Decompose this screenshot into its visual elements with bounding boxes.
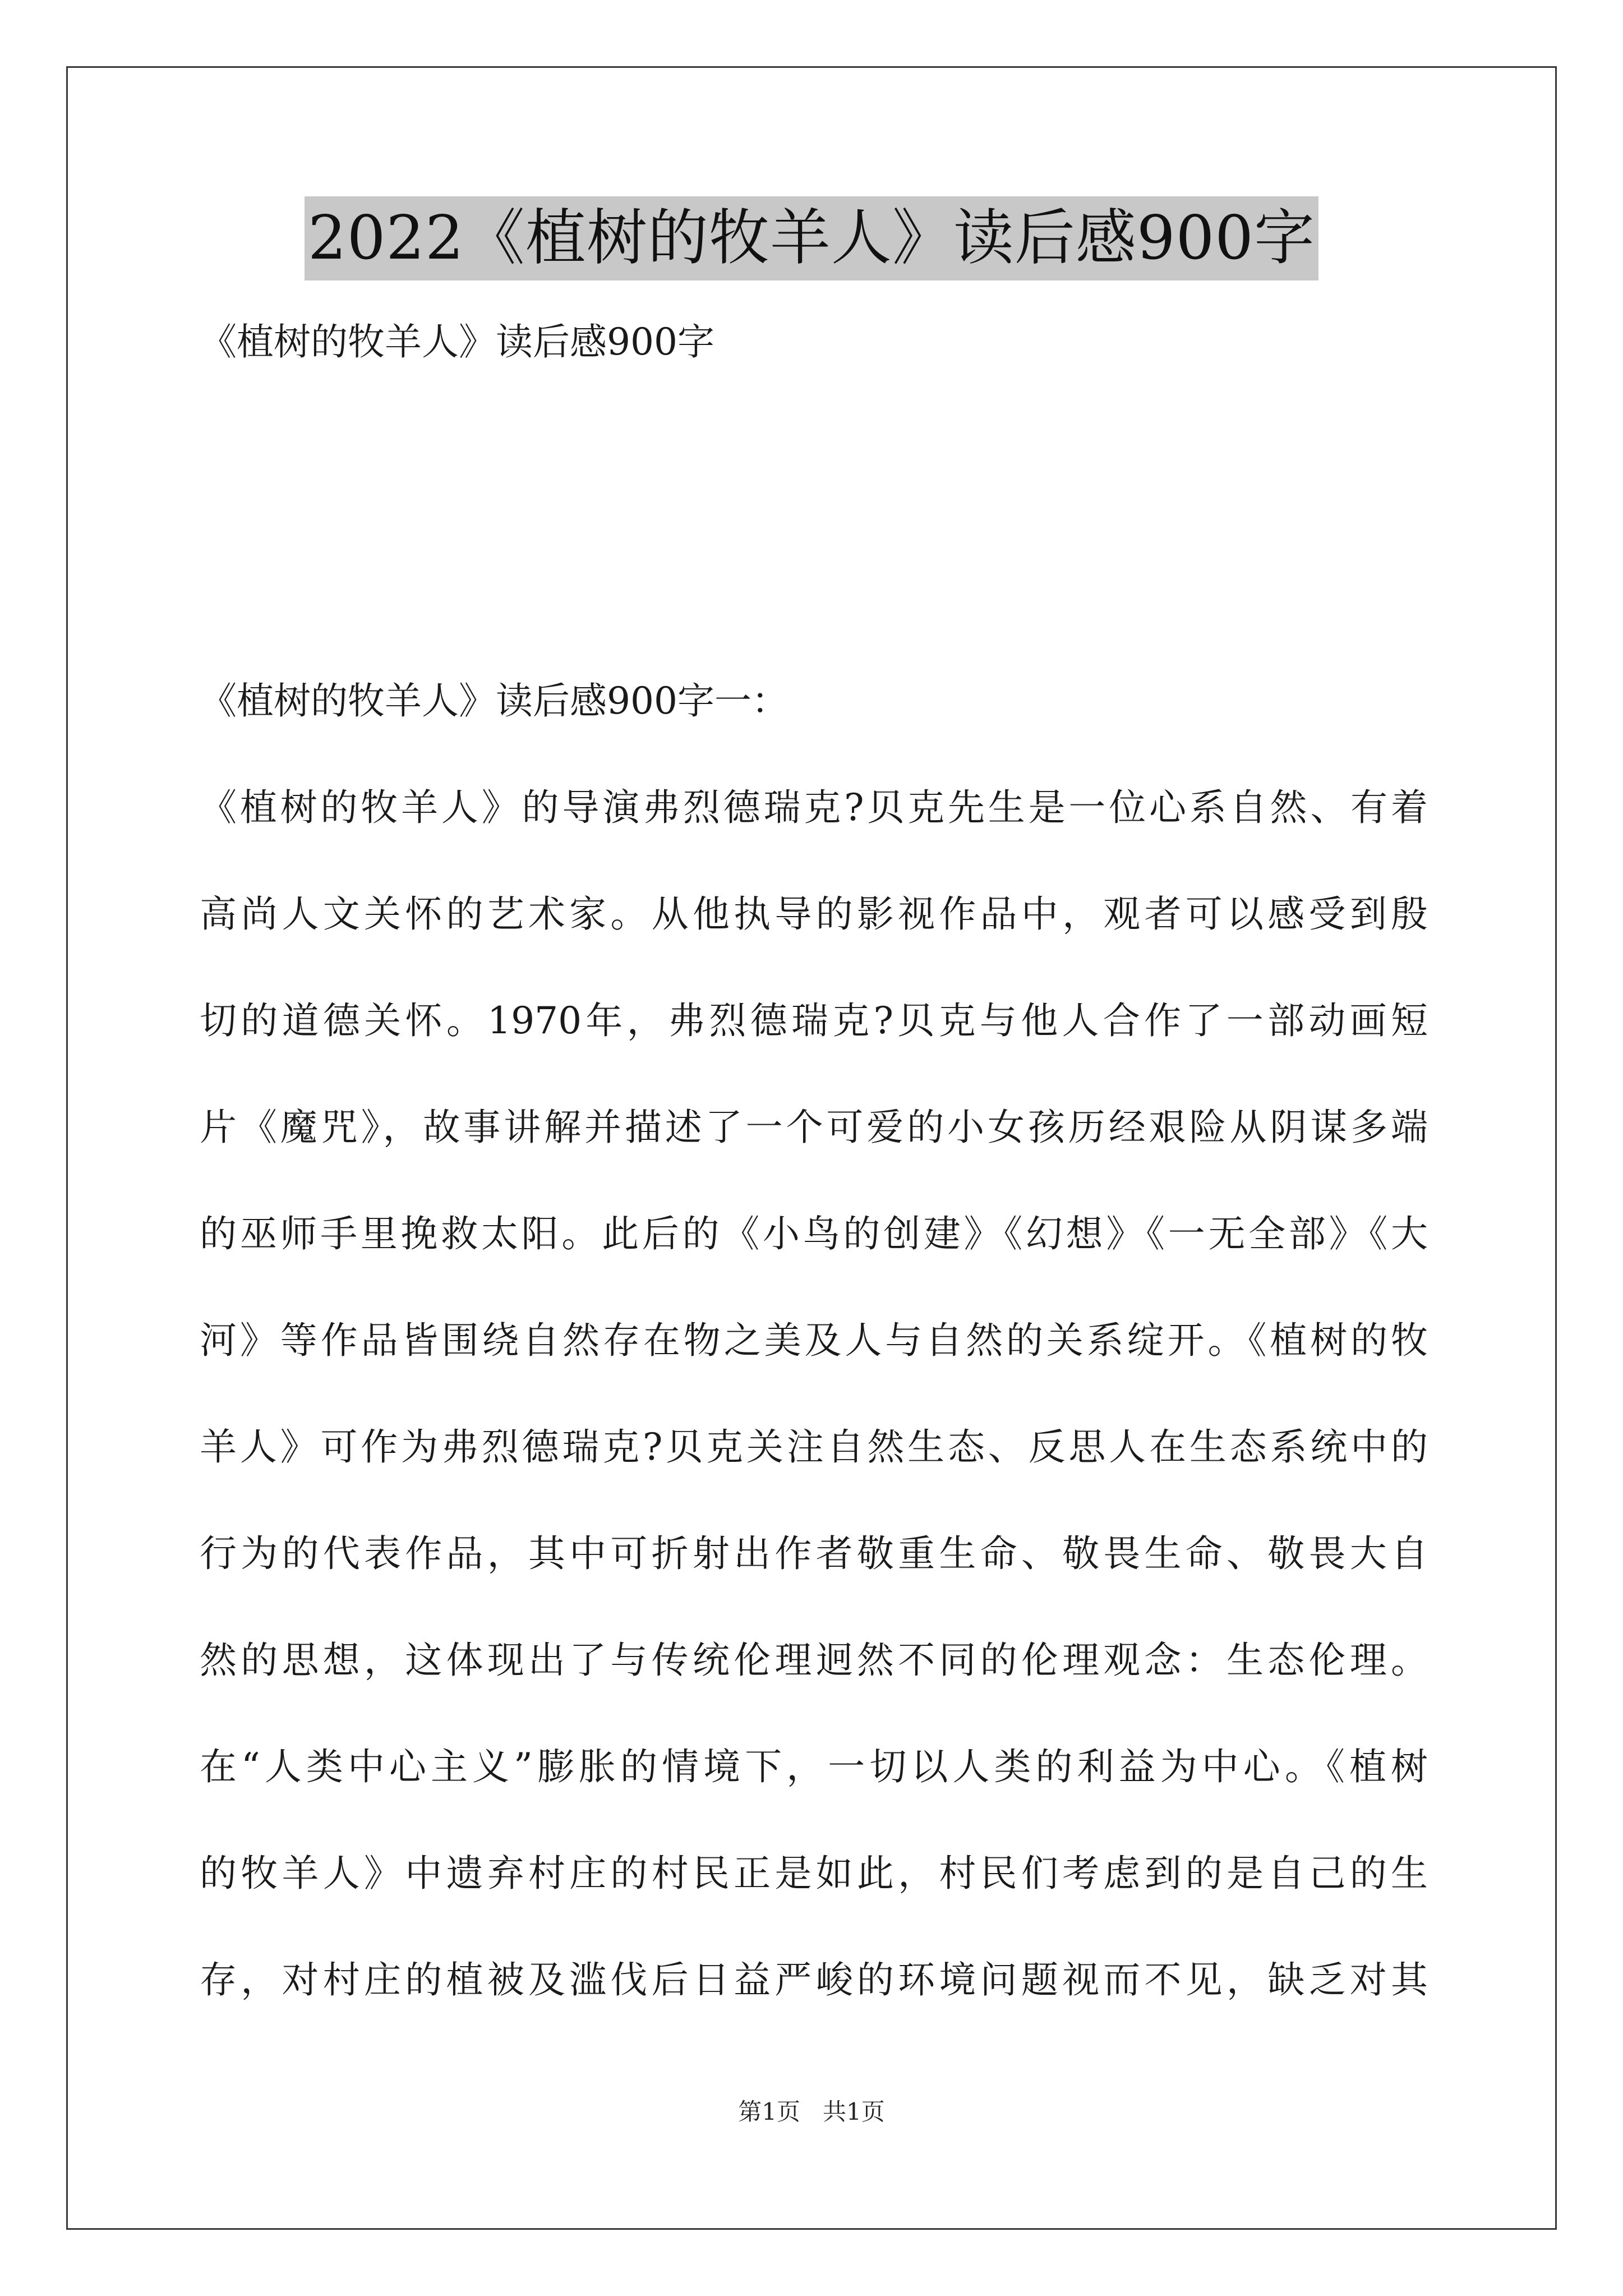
body-line: 的巫师手里挽救太阳。此后的《小鸟的创建》《幻想》《一无全部》《大	[200, 1212, 1428, 1255]
page-total: 共1页	[823, 2098, 885, 2125]
body-line: 羊人》可作为弗烈德瑞克?贝克关注自然生态、反思人在生态系统中的	[200, 1425, 1428, 1469]
document-title: 2022《植树的牧羊人》读后感900字	[305, 196, 1318, 280]
body-line: 行为的代表作品，其中可折射出作者敬重生命、敬畏生命、敬畏大自	[200, 1532, 1428, 1575]
section-heading: 《植树的牧羊人》读后感900字一：	[200, 679, 789, 723]
body-line: 在“人类中心主义”膨胀的情境下，一切以人类的利益为中心。《植树	[200, 1745, 1428, 1788]
page-footer	[0, 2095, 1623, 2129]
body-line: 高尚人文关怀的艺术家。从他执导的影视作品中，观者可以感受到殷	[200, 892, 1428, 936]
body-line: 片《魔咒》，故事讲解并描述了一个可爱的小女孩历经艰险从阴谋多端	[200, 1106, 1428, 1149]
page-number: 第1页	[738, 2098, 800, 2125]
body-line: 切的道德关怀。1970年，弗烈德瑞克?贝克与他人合作了一部动画短	[200, 999, 1428, 1042]
body-line: 的牧羊人》中遗弃村庄的村民正是如此，村民们考虑到的是自己的生	[200, 1852, 1428, 1895]
body-line: 《植树的牧羊人》的导演弗烈德瑞克?贝克先生是一位心系自然、有着	[200, 786, 1428, 829]
body-line: 然的思想，这体现出了与传统伦理迥然不同的伦理观念：生态伦理。	[200, 1639, 1428, 1682]
body-line: 存，对村庄的植被及滥伐后日益严峻的环境问题视而不见，缺乏对其	[200, 1958, 1428, 2001]
title-container	[0, 196, 1623, 280]
body-line: 河》等作品皆围绕自然存在物之美及人与自然的关系绽开。《植树的牧	[200, 1319, 1428, 1362]
document-subtitle: 《植树的牧羊人》读后感900字	[200, 320, 714, 364]
body-text	[200, 780, 1428, 2059]
